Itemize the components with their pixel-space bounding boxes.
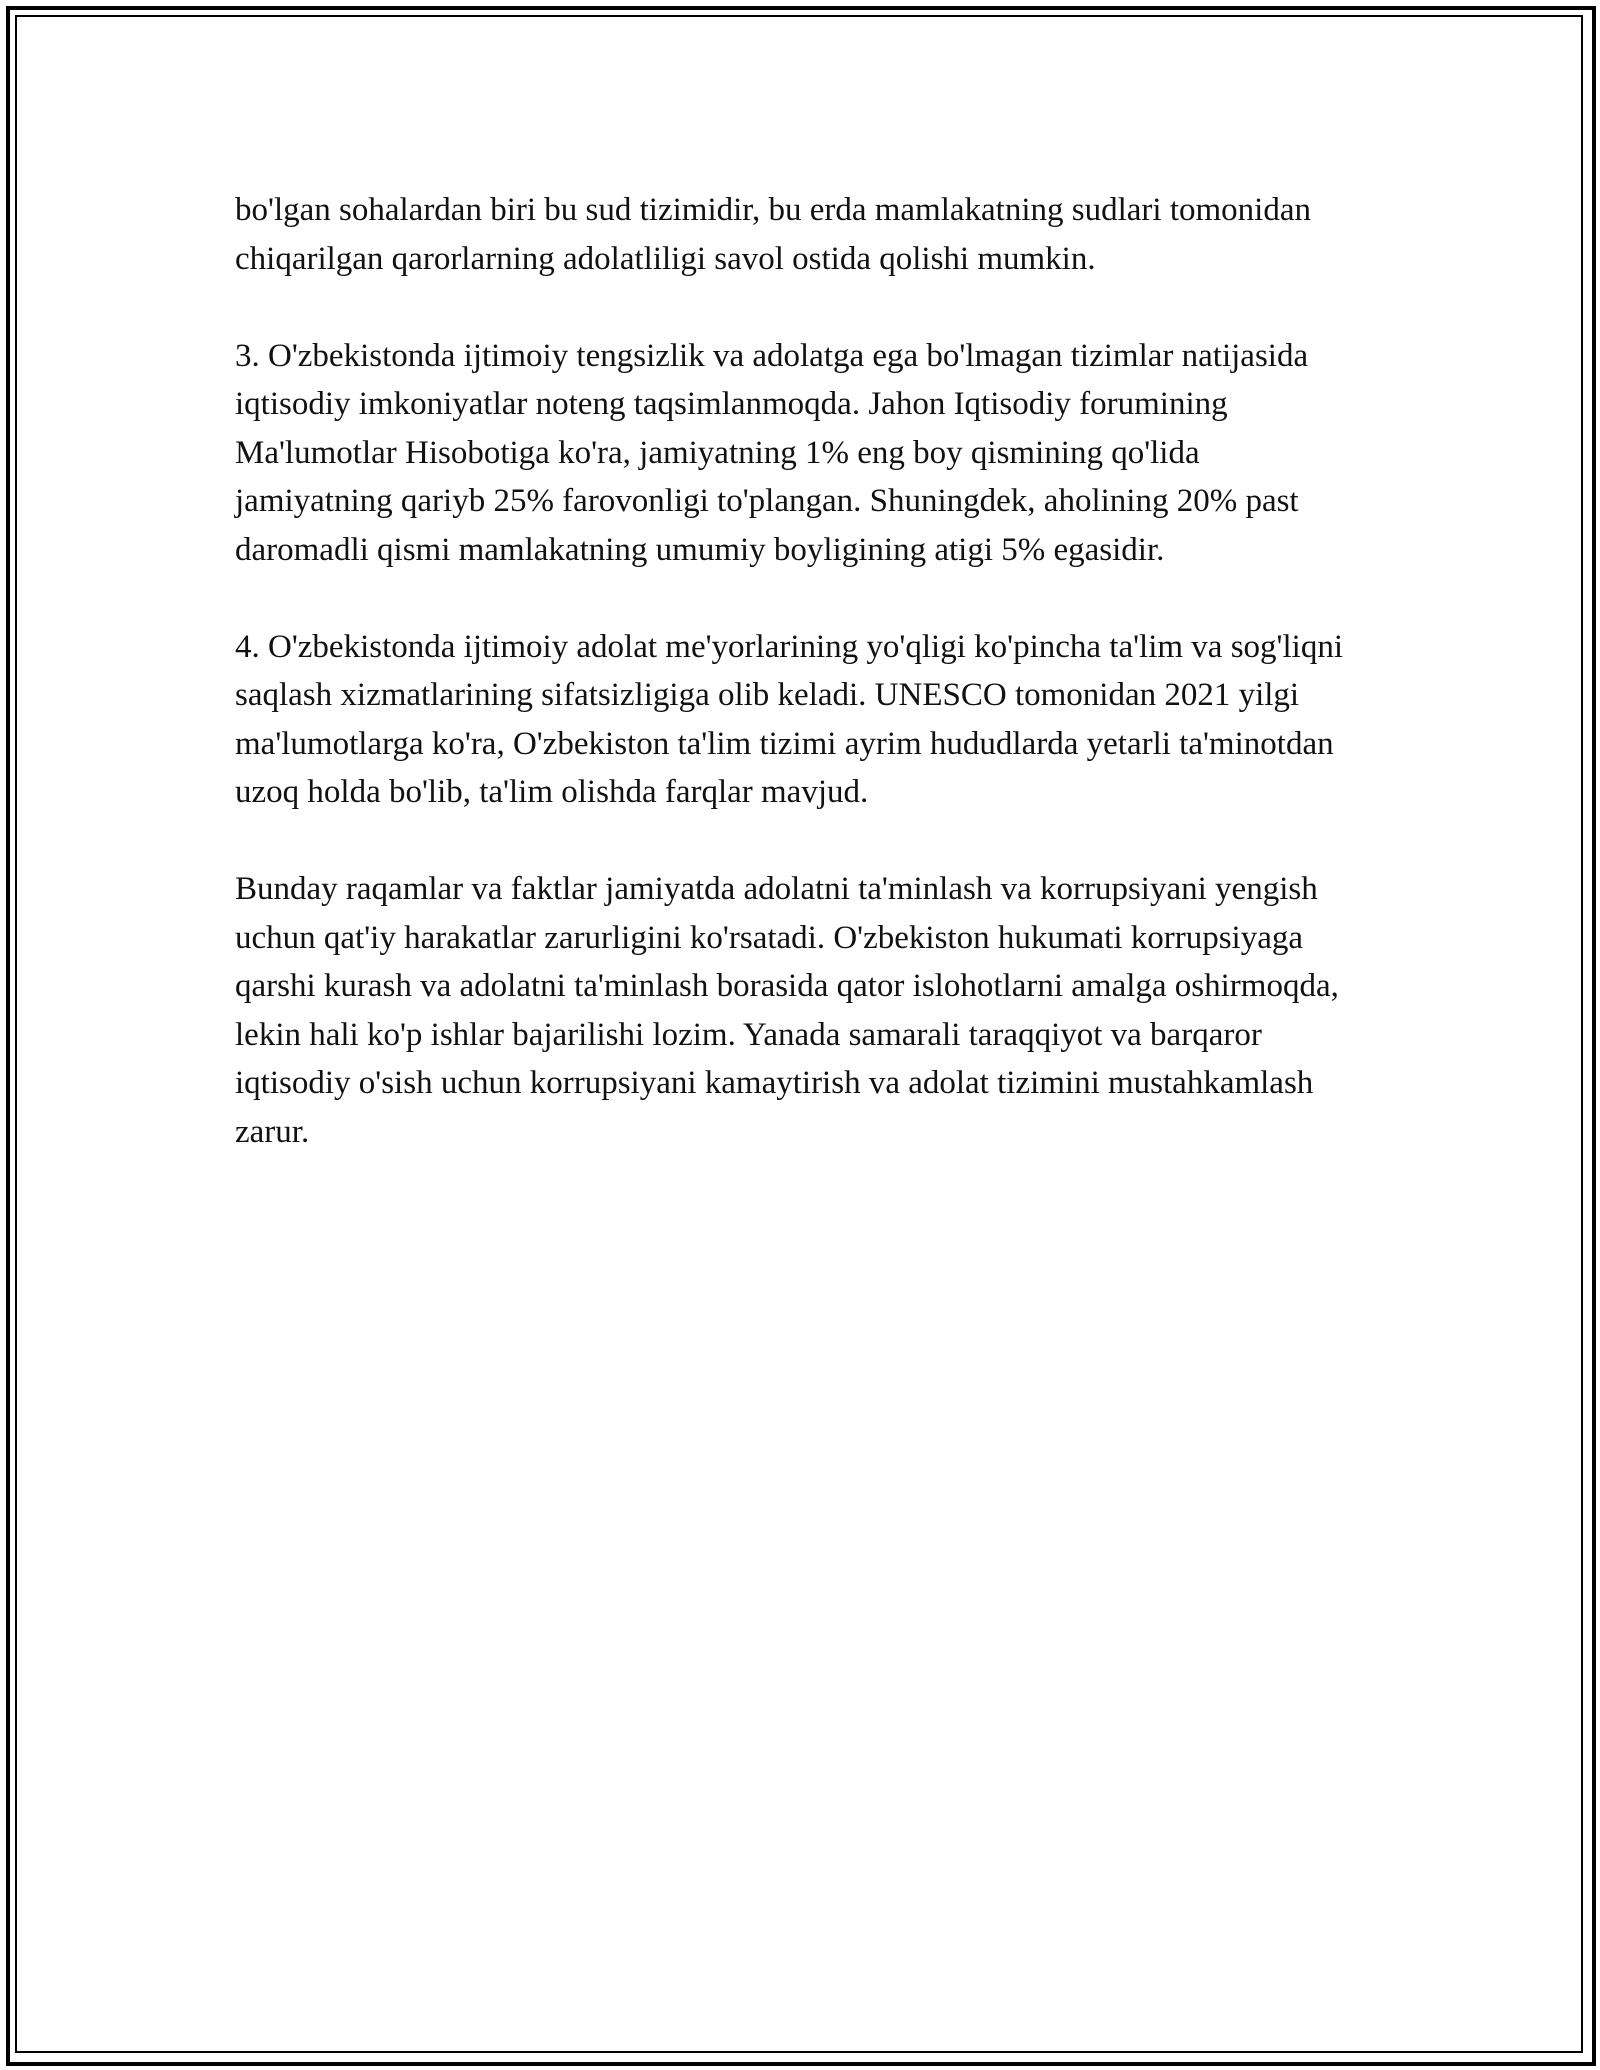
paragraph-point-4: 4. O'zbekistonda ijtimoiy adolat me'yorlarining yo'qligi ko'pincha ta'lim va sog'liqni saqlash xizmatlarining sifatsizligiga olib keladi. UNESCO tomonidan 2021 yilgi ma'lumotlarga ko'ra, O'zbekiston ta'lim tizimi ayrim hududlarda yetarli ta'minotdan uzoq holda bo'lib, ta'lim olishda farqlar mavjud. bbox=[235, 628, 1343, 810]
paragraph-conclusion: Bunday raqamlar va faktlar jamiyatda adolatni ta'minlash va korrupsiyani yengish uchun qat'iy harakatlar zarurligini ko'rsatadi. O'zbekiston hukumati korrupsiyaga qarshi kurash va adolatni ta'minlash borasida qator islohotlarni amalga oshirmoqda, lekin hali ko'p ishlar bajarilishi lozim. Yanada samarali taraqqiyot va barqaror iqtisodiy o'sish uchun korrupsiyani kamaytirish va adolat tizimini mustahkamlash zarur. bbox=[235, 871, 1339, 1150]
paragraph-continuation: bo'lgan sohalardan biri bu sud tizimidir, bu erda mamlakatning sudlari tomonidan chiqarilgan qarorlarning adolatliligi savol ostida qolishi mumkin. bbox=[235, 192, 1311, 277]
paragraph-point-3: 3. O'zbekistonda ijtimoiy tengsizlik va adolatga ega bo'lmagan tizimlar natijasida iqtisodiy imkoniyatlar noteng taqsimlanmoqda. Jahon Iqtisodiy forumining Ma'lumotlar Hisobotiga ko'ra, jamiyatning 1% eng boy qismining qo'lida jamiyatning qariyb 25% farovonligi to'plangan. Shuningdek, aholining 20% past daromadli qismi mamlakatning umumiy boyligining atigi 5% egasidir. bbox=[235, 337, 1309, 568]
document-body bbox=[235, 186, 1365, 1156]
